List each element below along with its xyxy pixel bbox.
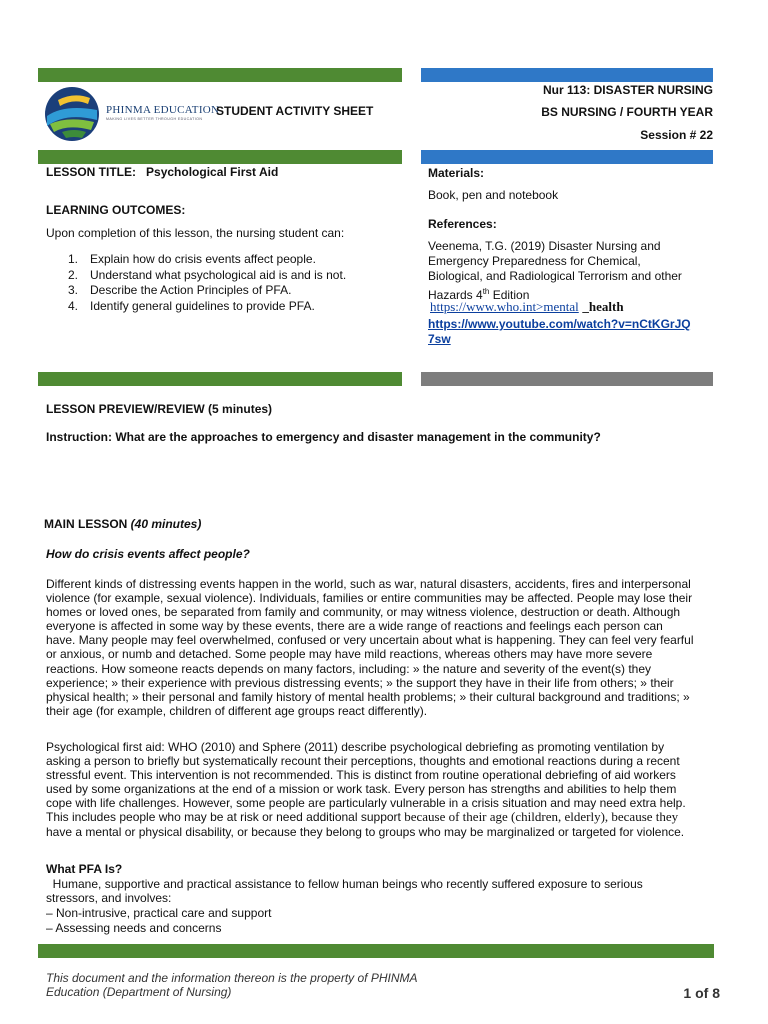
session-number: Session # 22 <box>640 128 713 142</box>
list-item-text: Identify general guidelines to provide PFA. <box>90 298 315 313</box>
sheet-title: STUDENT ACTIVITY SHEET <box>216 104 374 118</box>
paragraph-line: violence (for example, sexual violence). Individuals, families or entire communities may be affected. People may lose their <box>46 591 693 606</box>
phinma-logo <box>44 86 220 142</box>
list-item-number: 4. <box>68 298 79 313</box>
list-item: – Assessing needs and concerns <box>46 921 222 935</box>
lesson-title <box>46 165 278 180</box>
lesson-question: How do crisis events affect people? <box>46 547 250 561</box>
reference-citation <box>428 239 682 303</box>
paragraph-line: everyone is affected in some way by these events, there are a wide range of reactions and feelings each person can <box>46 619 663 634</box>
paragraph-line: Different kinds of distressing events happen in the world, such as war, natural disasters, accidents, fires and interpersonal <box>46 577 691 591</box>
youtube-link-line[interactable]: https://www.youtube.com/watch?v=nCtKGrJQ <box>428 317 691 331</box>
paragraph-line: used by some organizations at the end of a mission or work task. Every person has strengths and abilities to help them <box>46 782 677 797</box>
pfa-definition-line: stressors, and involves: <box>46 891 172 905</box>
outcomes-heading: LEARNING OUTCOMES: <box>46 203 186 217</box>
logo-tagline: MAKING LIVES BETTER THROUGH EDUCATION <box>106 117 203 121</box>
paragraph-line: stressful event. This intervention is not recommended. This is distinct from routine operational debriefing of aid workers <box>46 768 676 783</box>
list-item-text: Describe the Action Principles of PFA. <box>90 283 292 297</box>
materials-heading: Materials: <box>428 166 485 180</box>
list-item-text: Understand what psychological aid is and is not. <box>90 267 347 282</box>
lesson-title-label: LESSON TITLE: <box>46 165 136 179</box>
paragraph-line: homes or loved ones, be separated from family and community, or may witness violence, destruction or death. Although <box>46 605 681 620</box>
paragraph-line: have a mental or physical disability, or because they belong to groups who may be marginalized or targeted for violence. <box>46 824 685 839</box>
reference-line: Emergency Preparedness for Chemical, <box>428 254 641 268</box>
paragraph-text-serif: because of their age (children, elderly), because they <box>404 809 679 825</box>
logo-name: PHINMA EDUCATION <box>106 104 220 116</box>
paragraph-pfa-definition <box>46 740 726 839</box>
references-heading: References: <box>428 217 497 231</box>
youtube-link-line[interactable]: 7sw <box>428 332 451 346</box>
list-item <box>68 252 346 268</box>
paragraph-line <box>46 810 726 824</box>
divider-bar-right <box>421 372 713 386</box>
who-link[interactable]: https://www.who.int>mental <box>430 299 579 314</box>
divider-bar-left <box>38 372 402 386</box>
footer-note <box>46 971 418 999</box>
lesson-title-text: Psychological First Aid <box>146 165 279 179</box>
main-lesson-label: MAIN LESSON <box>44 517 131 531</box>
outcomes-intro: Upon completion of this lesson, the nursing student can: <box>46 226 345 240</box>
paragraph-line: physical health; » their personal and family history of mental health problems; » their cultural background and traditions; » <box>46 689 690 704</box>
preview-instruction: Instruction: What are the approaches to emergency and disaster management in the community? <box>46 430 601 444</box>
pfa-bullets <box>46 906 271 936</box>
footer-line: Education (Department of Nursing) <box>46 985 232 999</box>
header-bar-left <box>38 68 402 82</box>
paragraph-line: asking a person to briefly but systematically recount their perceptions, thoughts and emotional reactions during a recent <box>46 754 680 769</box>
main-lesson-heading <box>44 517 201 532</box>
paragraph-crisis-effects <box>46 577 726 718</box>
list-item-number: 2. <box>68 267 79 282</box>
list-item <box>68 299 346 315</box>
reference-text: Edition <box>489 288 530 302</box>
list-item <box>68 283 346 299</box>
paragraph-text: This includes people who may be at risk or need additional support <box>46 810 405 825</box>
paragraph-line: experience; » their experience with previous distressing events; » the support they have in their life from others; » their <box>46 675 674 690</box>
page-number: 1 of 8 <box>683 985 720 1001</box>
section-bar-left <box>38 150 402 164</box>
outcomes-list <box>68 252 346 314</box>
paragraph-line: or anxious, or numb and detached. Some people may have mild reactions, whereas others may have more severe <box>46 647 653 662</box>
paragraph-line: their age (for example, children of different age groups react differently). <box>46 703 428 718</box>
paragraph-line: Psychological first aid: WHO (2010) and Sphere (2011) describe psychological debriefing as promoting ventilation by <box>46 740 665 754</box>
program-title: BS NURSING / FOURTH YEAR <box>541 105 713 119</box>
header-bar-right <box>421 68 713 82</box>
footer-line: This document and the information thereon is the property of PHINMA <box>46 971 418 985</box>
main-lesson-time: (40 minutes) <box>130 517 202 531</box>
paragraph-line: cope with life challenges. However, some people are particularly vulnerable in a crisis situation and may need extra help. <box>46 796 686 811</box>
list-item: – Non-intrusive, practical care and support <box>46 906 272 920</box>
section-bar-right <box>421 150 713 164</box>
footer-bar <box>38 944 714 958</box>
reference-line: Veenema, T.G. (2019) Disaster Nursing and <box>428 239 661 253</box>
phinma-logo-icon <box>44 86 100 142</box>
who-link-tail: _health <box>582 299 624 314</box>
paragraph-line: have. Many people may feel overwhelmed, confused or very uncertain about what is happening. They can feel very fearful <box>46 633 694 648</box>
list-item <box>68 268 346 284</box>
pfa-definition-line: Humane, supportive and practical assistance to fellow human beings who recently suffered exposure to serious <box>46 877 643 891</box>
paragraph-line: reactions. How someone reacts depends on many factors, including: » the nature and severity of the event(s) they <box>46 661 651 676</box>
course-title: Nur 113: DISASTER NURSING <box>542 83 713 97</box>
preview-heading: LESSON PREVIEW/REVIEW (5 minutes) <box>46 402 273 416</box>
reference-text: Hazards 4 <box>428 288 483 302</box>
list-item-text: Explain how do crisis events affect people. <box>90 252 316 266</box>
reference-who <box>430 299 624 315</box>
materials-text: Book, pen and notebook <box>428 188 559 202</box>
reference-superscript: th <box>482 287 490 296</box>
list-item-number: 1. <box>68 252 79 266</box>
youtube-link[interactable] <box>428 317 691 347</box>
reference-line: Biological, and Radiological Terrorism and other <box>428 269 682 283</box>
list-item-number: 3. <box>68 283 79 297</box>
pfa-heading: What PFA Is? <box>46 862 123 876</box>
